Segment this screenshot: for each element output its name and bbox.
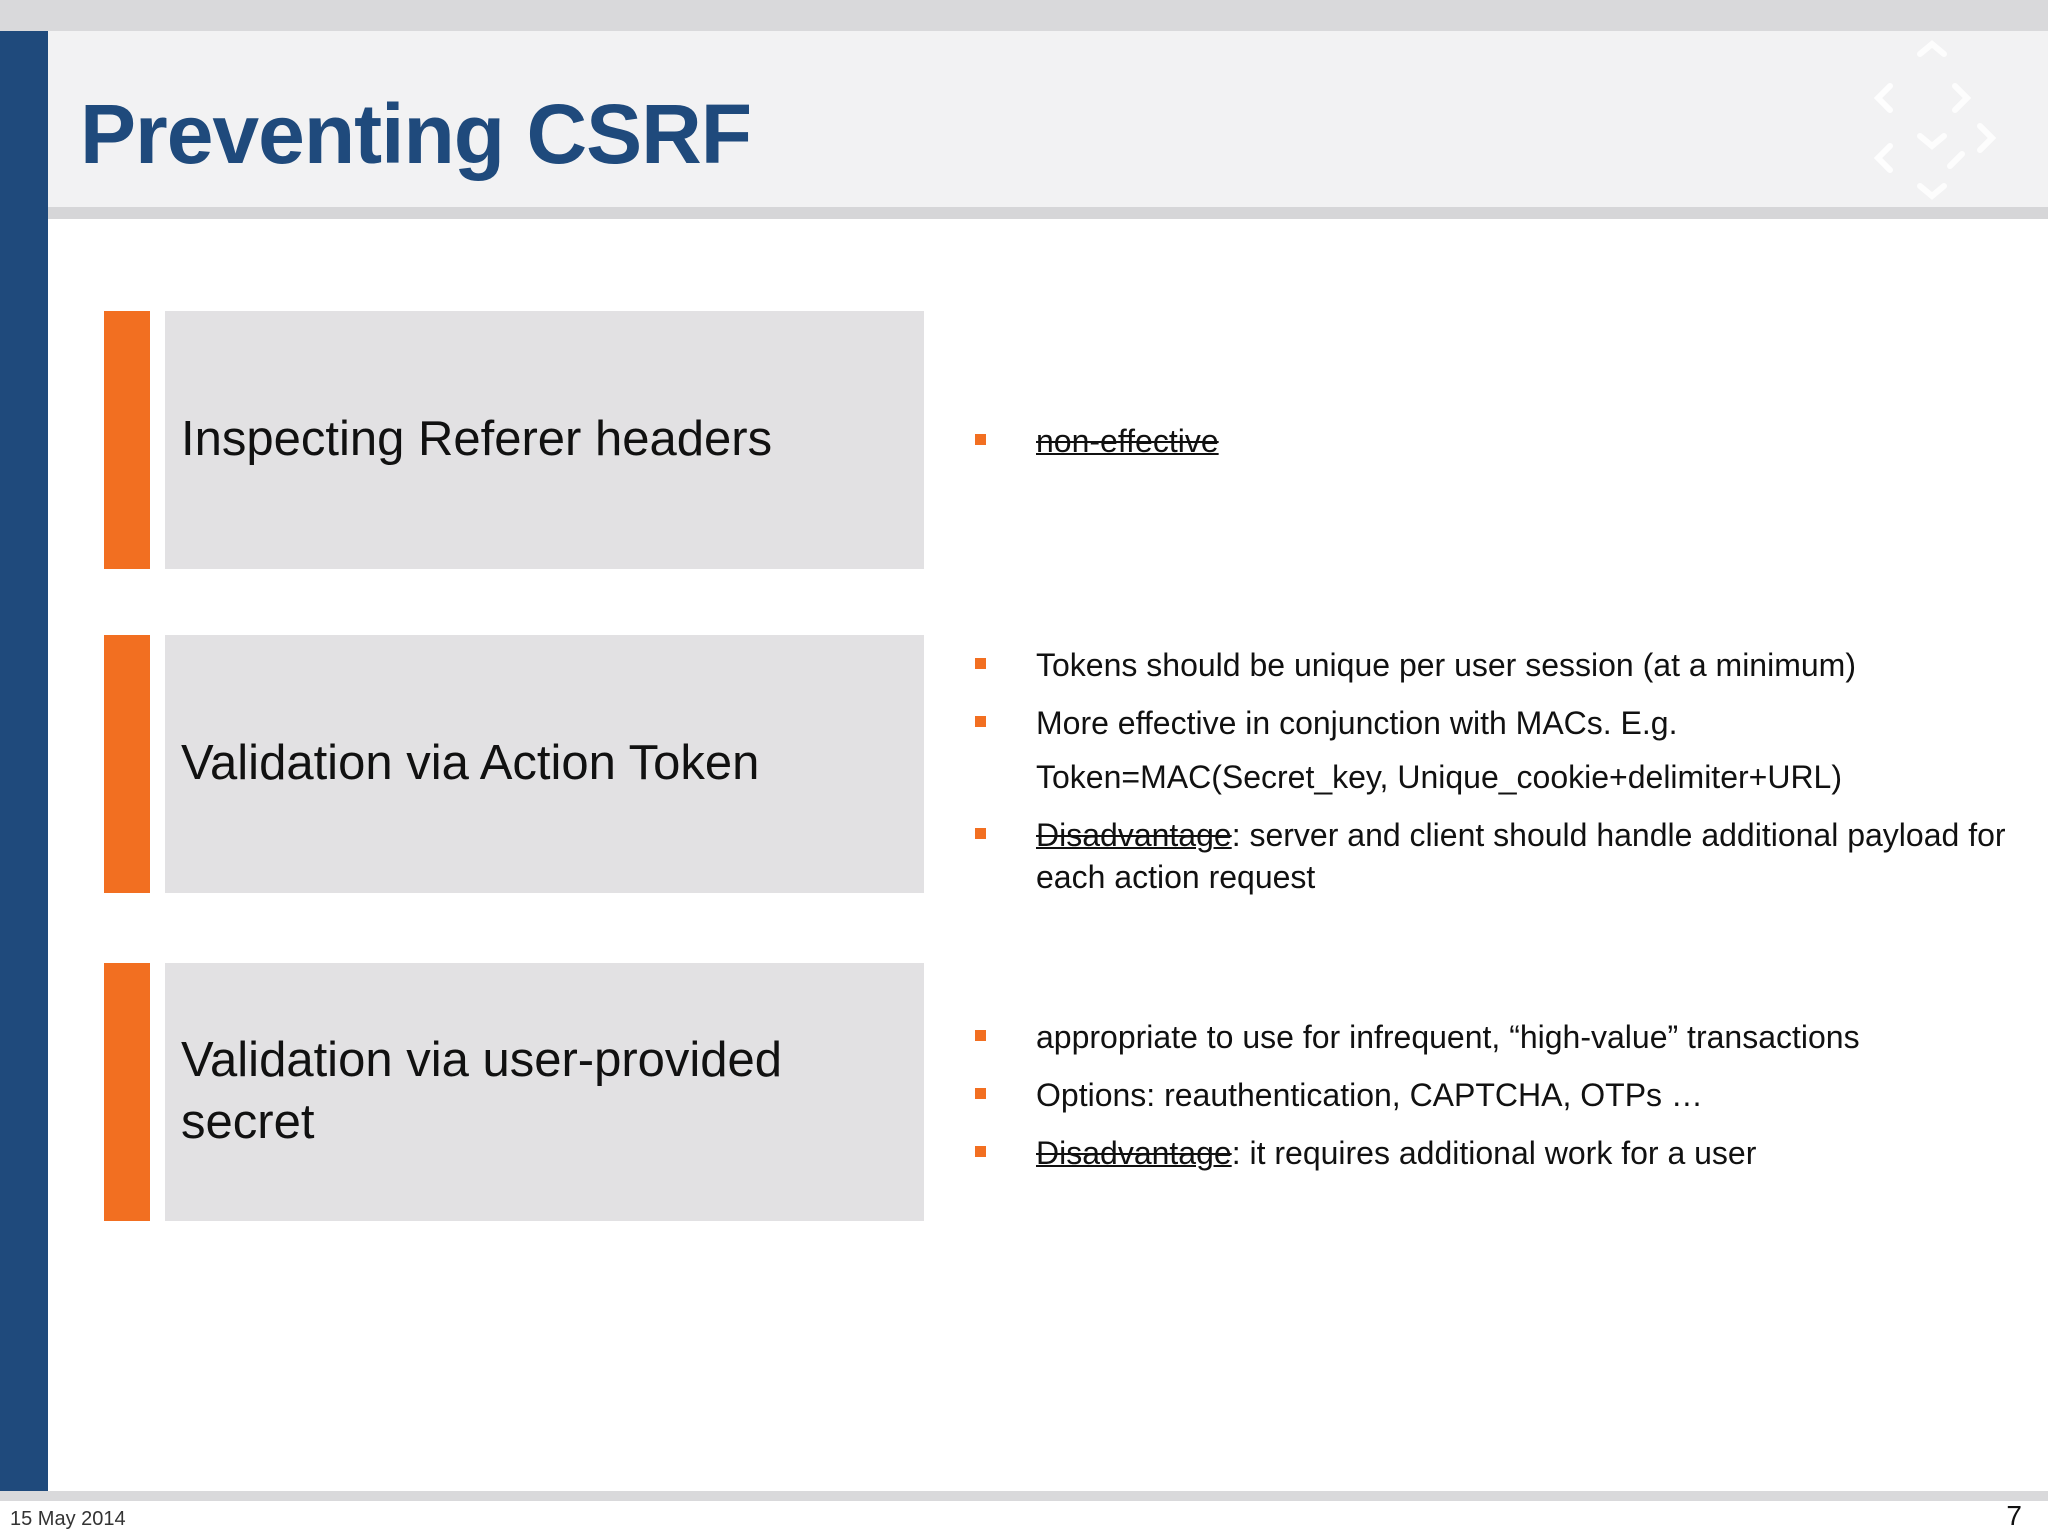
logo-icon (1860, 36, 2010, 206)
bullet-text: Tokens should be unique per user session (at a minimum) (1036, 647, 1856, 683)
topic-accent-bar (104, 963, 150, 1221)
bullet-square-icon (975, 1088, 986, 1099)
bullet-text: More effective in conjunction with MACs. E.g. (1036, 705, 1678, 741)
topic-box (165, 311, 924, 569)
bullet-item (975, 1132, 2015, 1174)
bullet-item (975, 644, 2015, 686)
bullet-square-icon (975, 1146, 986, 1157)
bullet-list (975, 1016, 2015, 1190)
bullet-text: appropriate to use for infrequent, “high-value” transactions (1036, 1019, 1860, 1055)
bullet-square-icon (975, 1030, 986, 1041)
topic-accent-bar (104, 635, 150, 893)
bullet-square-icon (975, 828, 986, 839)
bullet-text: : it requires additional work for a user (1231, 1135, 1757, 1171)
bullet-item (975, 1074, 2015, 1116)
bullet-text: Options: reauthentication, CAPTCHA, OTPs … (1036, 1077, 1703, 1113)
topic-box (165, 963, 924, 1221)
topic-label: Validation via Action Token (181, 736, 760, 791)
bullet-text: Token=MAC(Secret_key, Unique_cookie+delimiter+URL) (1036, 759, 1842, 795)
page-number: 7 (2006, 1500, 2022, 1531)
struck-text: Disadvantage (1036, 1135, 1232, 1171)
bullet-square-icon (975, 434, 986, 445)
bullet-square-icon (975, 716, 986, 727)
topic-label: Validation via user-provided secret (181, 1033, 783, 1149)
header-rule (48, 207, 2048, 219)
topic-box (165, 635, 924, 893)
bullet-item (975, 1016, 2015, 1058)
topic-accent-bar (104, 311, 150, 569)
bullet-item (975, 756, 2015, 798)
left-accent-bar (0, 31, 48, 1491)
footer-date: 15 May 2014 (10, 1508, 126, 1530)
bullet-item (975, 702, 2015, 744)
topic-label: Inspecting Referer headers (181, 412, 773, 467)
struck-text: non-effective (1036, 423, 1219, 459)
struck-text: Disadvantage (1036, 817, 1232, 853)
slide-title: Preventing CSRF (80, 87, 752, 181)
bullet-list (975, 420, 2015, 478)
bullet-item (975, 814, 2015, 898)
bullet-item (975, 420, 2015, 462)
bullet-list (975, 644, 2015, 914)
bottom-rule (0, 1491, 2048, 1501)
top-strip (0, 0, 2048, 31)
bullet-square-icon (975, 658, 986, 669)
bullet-text: : server and client should handle additional payload for each action request (1036, 817, 2006, 895)
